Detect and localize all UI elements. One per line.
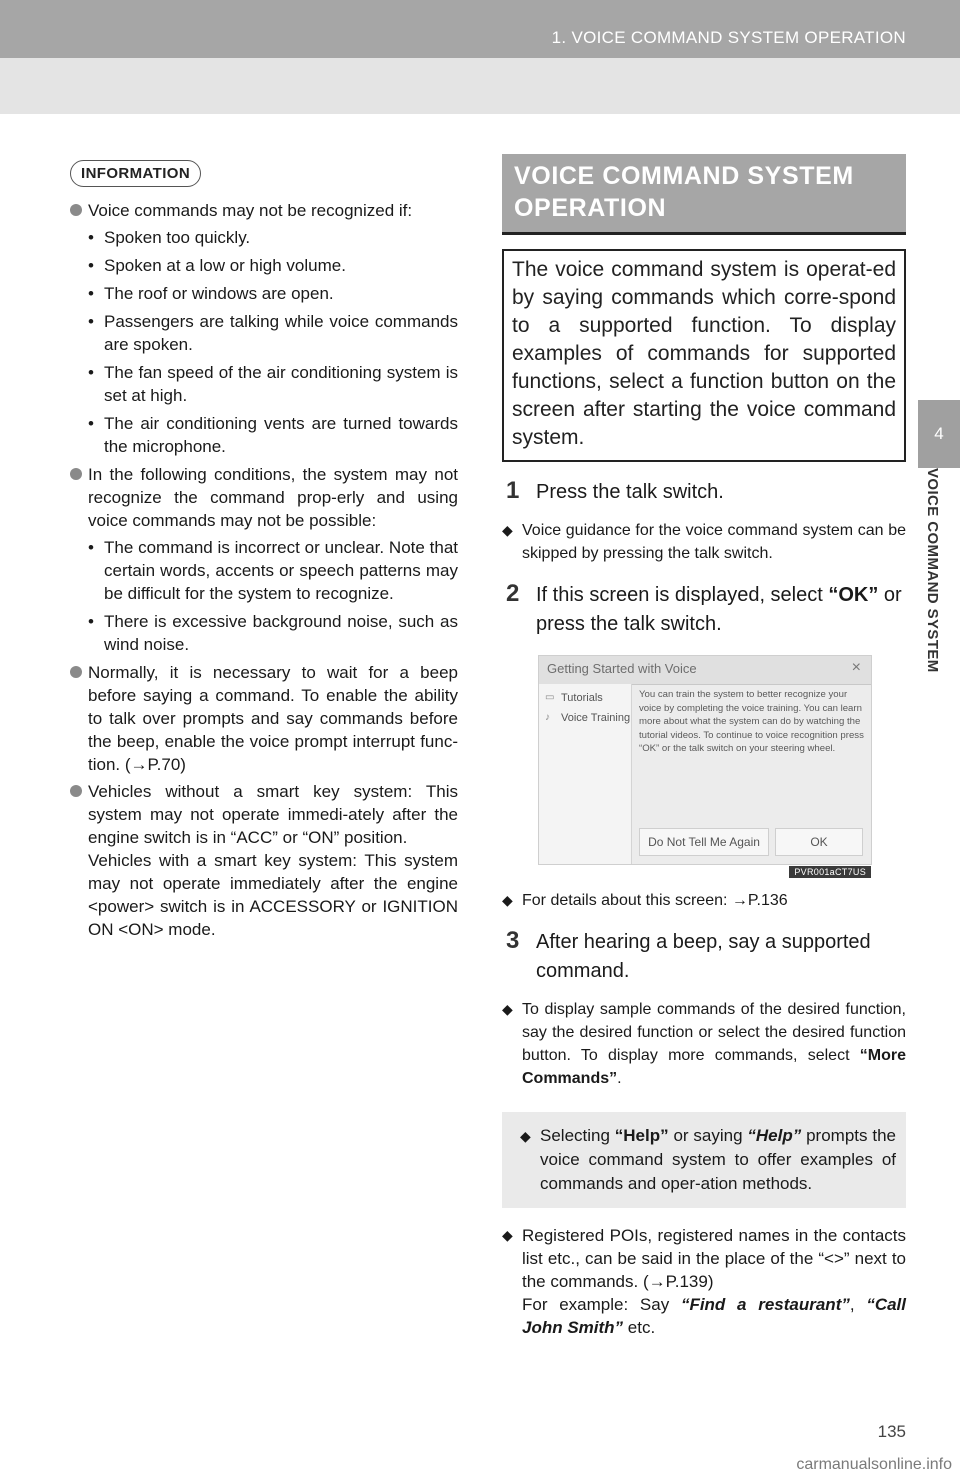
information-column — [70, 160, 458, 945]
chapter-title-text: VOICE COMMAND SYSTEM — [924, 468, 941, 673]
step-2-note-text: For details about this screen: →P.136 — [522, 892, 788, 909]
help-note — [520, 1124, 896, 1196]
sub-item-text: The roof or windows are open. — [104, 284, 334, 303]
step-2-ok-label: “OK” — [828, 584, 879, 606]
sub-item-text: The command is incorrect or unclear. Note that certain words, accents or speech patterns may be difficult for the system to recognize. — [104, 538, 458, 603]
info-bullet-2-sublist — [88, 536, 458, 656]
chapter-tab: 4 — [918, 400, 960, 468]
diamond-bullet-icon: ◆ — [502, 1001, 513, 1017]
poi-example-sep: , — [849, 1295, 867, 1314]
tutorials-icon: ▭ — [545, 692, 555, 703]
sidebar-item-voice-training[interactable] — [539, 704, 631, 724]
step-2-post: or press the talk switch. — [536, 584, 902, 635]
bullet-dot-icon — [70, 666, 82, 678]
sidebar-item-label: Voice Training — [561, 712, 631, 724]
sub-item: • There is excessive background noise, such as wind noise. — [88, 612, 458, 654]
step-number: 3 — [506, 927, 520, 954]
step-3-note-post: . — [617, 1070, 622, 1087]
close-icon[interactable]: × — [851, 659, 861, 676]
step-1-text: Press the talk switch. — [536, 481, 724, 503]
help-mid: or saying — [668, 1126, 748, 1145]
info-bullet-2 — [70, 463, 458, 656]
figure-code: PVR001aCT7US — [789, 866, 871, 878]
info-bullet-4a-text: Vehicles without a smart key system: This system may not operate immedi-ately after the engine switch is in “ACC” or “ON” position. — [88, 782, 458, 847]
step-3-text: After hearing a beep, say a supported command. — [536, 931, 871, 982]
bullet-dot-icon — [70, 468, 82, 480]
help-info-box — [502, 1112, 906, 1208]
step-1 — [502, 478, 906, 507]
diamond-bullet-icon: ◆ — [502, 892, 513, 908]
poi-example-post: etc. — [623, 1318, 656, 1337]
header-bar — [0, 0, 960, 58]
sub-item: • The air conditioning vents are turned towards the microphone. — [88, 414, 458, 456]
diamond-bullet-icon: ◆ — [520, 1128, 531, 1144]
sub-item: • The fan speed of the air conditioning system is set at high. — [88, 363, 458, 405]
poi-note — [502, 1224, 906, 1339]
sub-item-text: The fan speed of the air conditioning system is set at high. — [104, 363, 458, 405]
info-bullet-3 — [70, 661, 458, 776]
sidebar-item-label: Tutorials — [561, 692, 603, 704]
operation-column — [502, 154, 906, 1339]
info-bullet-1-sublist — [88, 226, 458, 458]
info-bullet-4 — [70, 780, 458, 941]
poi-example-1: “Find a restaurant” — [680, 1295, 850, 1314]
screenshot-sidebar — [539, 684, 632, 864]
screenshot-title: Getting Started with Voice — [547, 661, 697, 676]
voice-screen-screenshot — [538, 655, 872, 877]
more-commands-label: “More Commands” — [522, 1047, 906, 1087]
do-not-tell-button[interactable]: Do Not Tell Me Again — [639, 828, 769, 856]
watermark[interactable]: carmanualsonline.info — [796, 1456, 952, 1473]
step-2 — [502, 581, 906, 639]
screenshot-body-text: You can train the system to better recognize your voice by completing the voice training. You can learn more about what the system can do by watching the tutorial videos. To continue to voice recognition press “OK” or the talk switch on your steering wheel. — [639, 689, 864, 754]
help-post: prompts the voice command system to offer examples of commands and oper-ation methods. — [540, 1126, 896, 1193]
help-pre: Selecting — [540, 1126, 615, 1145]
intro-box: The voice command system is operat-ed by saying commands which corre-spond to a supported function. To display examples of commands for supported functions, select a function button on the screen after starting the voice command system. — [502, 249, 906, 462]
sub-item: • Passengers are talking while voice commands are spoken. — [88, 312, 458, 354]
page-number: 135 — [877, 1422, 906, 1441]
chapter-title-vertical — [918, 468, 960, 758]
screenshot-titlebar — [539, 656, 871, 685]
info-bullet-1-text: Voice commands may not be recognized if: — [88, 201, 413, 220]
diamond-bullet-icon: ◆ — [502, 1227, 513, 1243]
info-bullet-4b-text: Vehicles with a smart key system: This system may not operate immediately after the engine <power> switch is in ACCESSORY or IGNITION ON <ON> mode. — [88, 851, 458, 939]
info-bullet-1 — [70, 199, 458, 458]
step-number: 2 — [506, 580, 520, 607]
sub-item-text: Spoken at a low or high volume. — [104, 256, 346, 275]
bullet-dot-icon — [70, 785, 82, 797]
ok-button[interactable]: OK — [775, 828, 863, 856]
sidebar-item-tutorials[interactable] — [539, 684, 631, 704]
sub-item-text: Spoken too quickly. — [104, 228, 251, 247]
sub-item-text: Passengers are talking while voice commands are spoken. — [104, 312, 458, 354]
section-header: 1. VOICE COMMAND SYSTEM OPERATION — [551, 28, 906, 47]
diamond-bullet-icon: ◆ — [502, 522, 513, 538]
help-label: “Help” — [614, 1126, 669, 1145]
section-title: VOICE COMMAND SYSTEM OPERATION — [502, 154, 906, 235]
sub-item-text: The air conditioning vents are turned towards the microphone. — [104, 414, 458, 456]
screenshot-buttons — [639, 828, 865, 856]
step-3 — [502, 928, 906, 986]
information-badge: INFORMATION — [70, 160, 201, 187]
sub-item: • Spoken at a low or high volume. — [88, 256, 346, 275]
information-list — [70, 199, 458, 941]
sub-header-band — [0, 58, 960, 114]
sub-item-text: There is excessive background noise, such as wind noise. — [104, 612, 458, 654]
step-2-pre: If this screen is displayed, select — [536, 584, 829, 606]
voice-training-icon: ♪ — [545, 712, 550, 723]
help-spoken-label: “Help” — [747, 1126, 802, 1145]
sub-item: • The roof or windows are open. — [88, 284, 334, 303]
step-2-note — [502, 889, 906, 912]
bullet-dot-icon — [70, 204, 82, 216]
step-1-note — [502, 519, 906, 565]
step-1-note-text: Voice guidance for the voice command system can be skipped by pressing the talk switch. — [522, 522, 906, 562]
step-number: 1 — [506, 477, 520, 504]
info-bullet-2-text: In the following conditions, the system may not recognize the command prop-erly and using voice commands may not be possible: — [88, 465, 458, 530]
sub-item: • Spoken too quickly. — [88, 228, 251, 247]
poi-note-text: Registered POIs, registered names in the contacts list etc., can be said in the place of the “<>” next to the commands. (→P.139) — [522, 1226, 906, 1291]
step-3-note-pre: To display sample commands of the desired function, say the desired function or select the desired function button. To display more commands, select — [522, 1001, 906, 1064]
poi-example-pre: For example: Say — [522, 1295, 681, 1314]
poi-example-2: “Call John Smith” — [522, 1295, 906, 1337]
step-3-note — [502, 998, 906, 1090]
sub-item: • The command is incorrect or unclear. Note that certain words, accents or speech patterns may be difficult for the system to recognize. — [88, 538, 458, 603]
info-bullet-3-text: Normally, it is necessary to wait for a beep before saying a command. To enable the ability to talk over prompts and say commands before the beep, enable the voice prompt interrupt func-tion. (→P.70) — [88, 663, 458, 774]
